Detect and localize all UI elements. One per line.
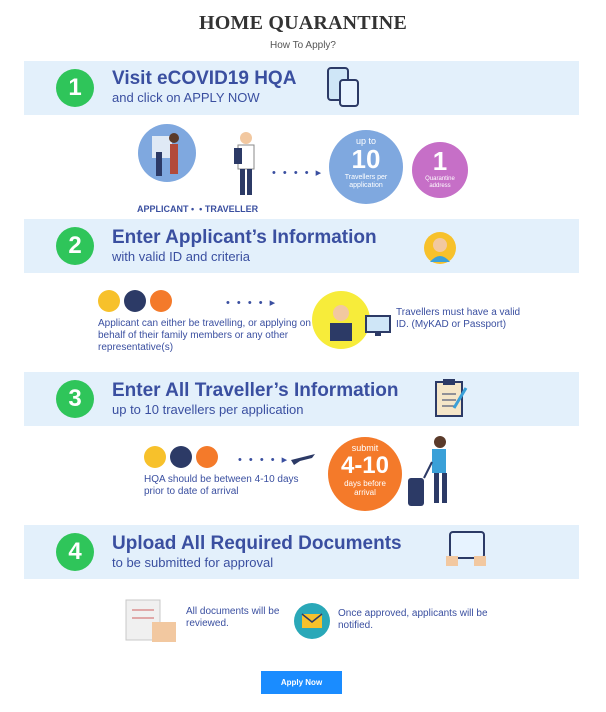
step-4-number: 4 (56, 533, 94, 571)
document-review-illustration (124, 596, 180, 648)
step-2-number: 2 (56, 227, 94, 265)
step-2-sub: with valid ID and criteria (112, 249, 250, 264)
step-4-sub: to be submitted for approval (112, 555, 274, 570)
step-1-band (24, 61, 579, 115)
quarantine-number: 1 (432, 146, 448, 176)
days-bubble-text: days before arrival (344, 479, 386, 497)
days-bubble-number: 4-10 (340, 452, 390, 479)
quarantine-text: Quarantine address (425, 176, 455, 189)
applicant-illustration (138, 124, 196, 182)
hqa-timing-description: HQA should be between 4-10 days prior to date of arrival (144, 474, 299, 497)
airplane-icon (290, 450, 316, 466)
page-subtitle: How To Apply? (270, 40, 336, 51)
documents-reviewed-text: All documents will be reviewed. (186, 606, 280, 629)
valid-id-description: Travellers must have a valid ID. (MyKAD or Passport) (396, 307, 521, 330)
id-check-illustration (312, 291, 370, 349)
tablet-upload-icon (444, 528, 488, 570)
user-avatar-icon (424, 232, 456, 264)
step-3-heading: Enter All Traveller’s Information (112, 380, 399, 401)
person-face-icon (170, 446, 192, 468)
traveller-illustration (232, 130, 260, 200)
days-bubble (328, 437, 402, 511)
person-face-icon (196, 446, 218, 468)
days-bubble-top: submit (351, 443, 379, 453)
arrow-dots: • • • • ▸ (226, 297, 278, 309)
devices-icon (326, 66, 362, 110)
clipboard-icon (434, 378, 468, 420)
page-title: HOME QUARANTINE (198, 12, 407, 34)
applicant-traveller-labels (137, 203, 258, 215)
arrow-dots: • • • • ▸ (238, 454, 290, 466)
monitor-icon (364, 314, 392, 338)
step-3-number: 3 (56, 380, 94, 418)
step-1-number: 1 (56, 69, 94, 107)
applicant-description: Applicant can either be travelling, or applying on behalf of their family members or any other representative(s) (98, 318, 311, 353)
step-2-heading: Enter Applicant’s Information (112, 227, 377, 248)
person-face-icon (124, 290, 146, 312)
envelope-icon (294, 603, 330, 639)
step-1-sub: and click on APPLY NOW (112, 90, 260, 105)
step-4-heading: Upload All Required Documents (112, 533, 402, 554)
apply-now-button[interactable]: Apply Now (261, 671, 342, 694)
arrow-dots: • • • • ▸ (272, 167, 324, 179)
separator-dots: • • (191, 204, 203, 214)
traveller-label: TRAVELLER (204, 204, 259, 214)
travellers-bubble (329, 130, 403, 204)
bubble-text: Travellers per application (344, 174, 388, 189)
person-face-icon (150, 290, 172, 312)
step-3-sub: up to 10 travellers per application (112, 402, 304, 417)
traveller-luggage-illustration (404, 434, 464, 512)
person-face-icon (98, 290, 120, 312)
approval-notification-text: Once approved, applicants will be notified. (338, 608, 488, 631)
person-face-icon (144, 446, 166, 468)
step-1-heading: Visit eCOVID19 HQA (112, 68, 297, 89)
quarantine-bubble (412, 142, 468, 198)
bubble-number: 10 (351, 144, 381, 174)
bubble-top: up to (355, 136, 377, 146)
applicant-label: APPLICANT (137, 204, 189, 214)
